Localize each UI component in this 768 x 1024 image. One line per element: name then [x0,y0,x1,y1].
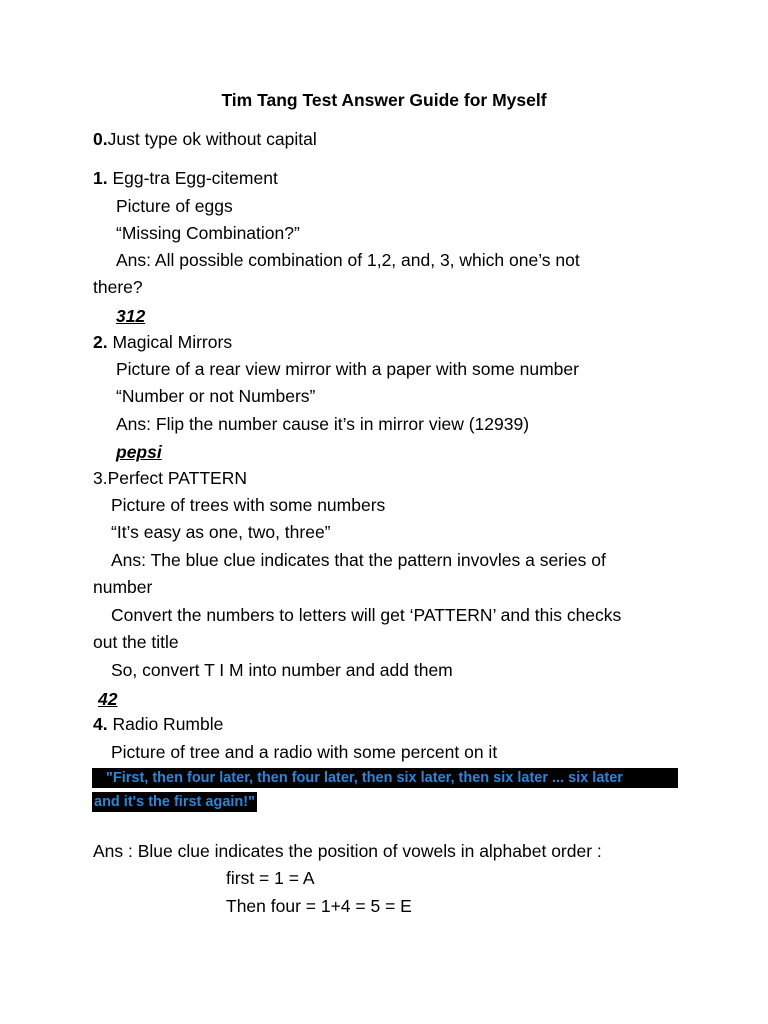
q4-step-2: Then four = 1+4 = 5 = E [226,896,412,916]
q3-heading: 3.Perfect PATTERN [93,468,247,488]
q3-answer-explanation: Ans: The blue clue indicates that the pattern invovles a series of [111,550,606,570]
q1-answer: 312 [116,306,146,326]
q4-number: 4. [93,714,108,734]
q2-quote: “Number or not Numbers” [116,386,316,406]
q1-heading [93,167,278,189]
q3-step: So, convert T I M into number and add them [111,660,453,680]
q1-number: 1. [93,168,108,188]
q4-step-1: first = 1 = A [226,868,315,888]
q0-number: 0. [93,129,108,149]
q3-answer: 42 [98,689,118,709]
q3-answer-explanation-cont: number [93,577,153,597]
q3-quote: “It’s easy as one, two, three” [111,522,331,542]
q4-title: Radio Rumble [107,714,224,734]
q4-heading [93,713,223,735]
q4-blue-clue: "First, then four later, then four later, then six later, then six later ... six later [92,768,678,788]
q1-answer-explanation: Ans: All possible combination of 1,2, and, 3, which one’s not [116,250,580,270]
q2-answer: pepsi [116,442,162,462]
page-title: Tim Tang Test Answer Guide for Myself [221,90,547,110]
q1-description: Picture of eggs [116,196,233,216]
q2-answer-explanation: Ans: Flip the number cause it’s in mirror view (12939) [116,414,530,434]
q1-title: Egg-tra Egg-citement [107,168,278,188]
q3-conversion-cont: out the title [93,632,179,652]
q4-description: Picture of tree and a radio with some percent on it [111,742,498,762]
q4-blue-clue-cont: and it's the first again!" [94,794,255,810]
q3-description: Picture of trees with some numbers [111,495,386,515]
q1-answer-explanation-cont: there? [93,277,143,297]
q2-number: 2. [93,332,108,352]
q4-answer-explanation: Ans : Blue clue indicates the position of vowels in alphabet order : [93,841,602,861]
q2-description: Picture of a rear view mirror with a paper with some number [116,359,579,379]
q3-conversion: Convert the numbers to letters will get ‘PATTERN’ and this checks [111,605,622,625]
q0-line [93,128,317,150]
q2-title: Magical Mirrors [107,332,233,352]
q0-text: Just type ok without capital [107,129,317,149]
q2-heading [93,331,232,353]
q1-quote: “Missing Combination?” [116,223,300,243]
